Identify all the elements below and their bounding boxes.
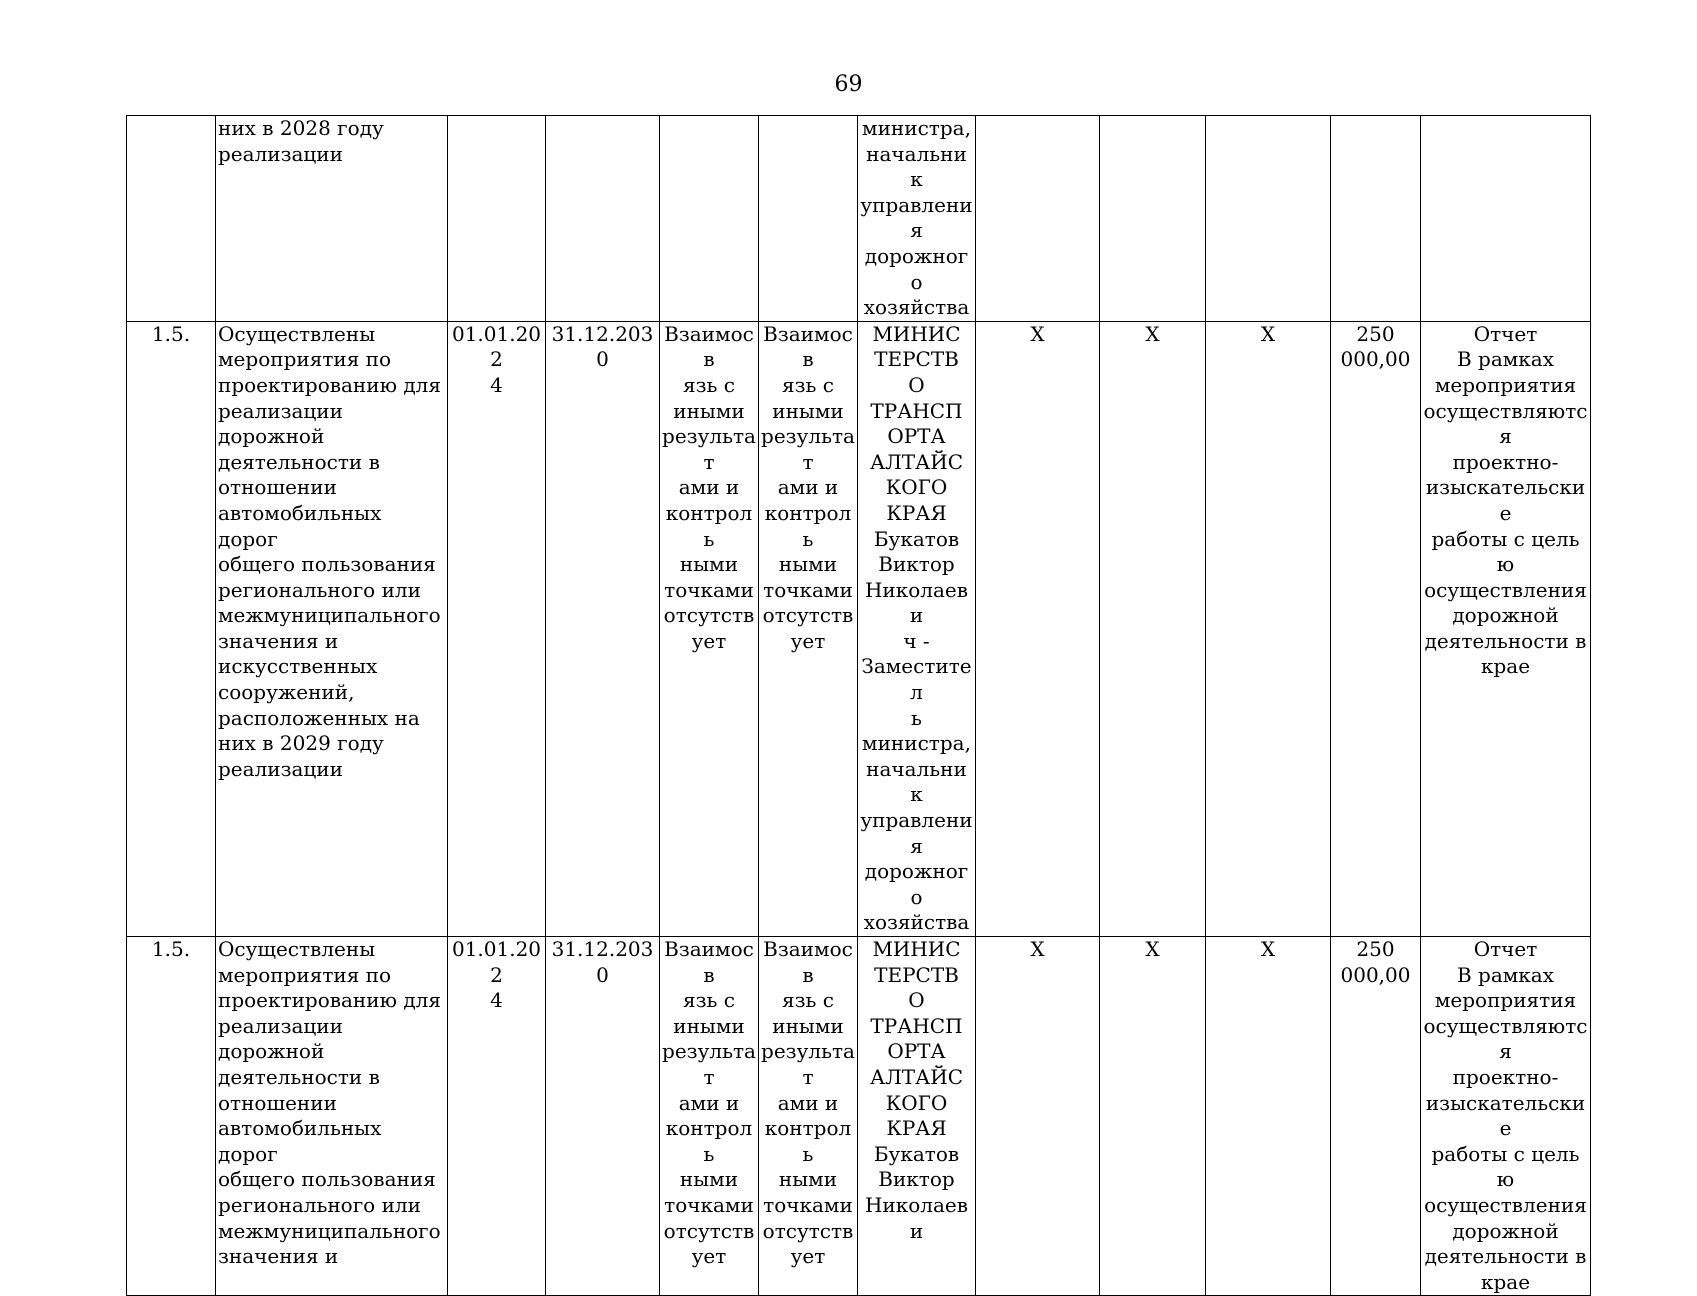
cell-col9: X (1100, 321, 1206, 936)
table-row (127, 116, 1591, 322)
cell-date-end (546, 116, 660, 322)
table-row (127, 321, 1591, 936)
cell-col8: X (976, 321, 1100, 936)
cell-link-next: Взаимосв язь с иными результат ами и контроль ными точками отсутств ует (759, 937, 858, 1296)
cell-date-start (448, 116, 546, 322)
cell-col8: X (976, 937, 1100, 1296)
cell-report: Отчет В рамках мероприятия осуществляются проектно- изыскательские работы с целью осуществления дорожной деятельности в крае (1421, 321, 1591, 936)
cell-number: 1.5. (127, 937, 216, 1296)
cell-amount: 250 000,00 (1331, 937, 1421, 1296)
cell-responsible: МИНИС ТЕРСТВ О ТРАНСП ОРТА АЛТАЙС КОГО КРАЯ Букатов Виктор Николаеви ч - Заместител ь министра, начальник управлени я дорожного хозяйства (858, 321, 976, 936)
cell-col10: X (1206, 937, 1331, 1296)
cell-col10: X (1206, 321, 1331, 936)
cell-link-next: Взаимосв язь с иными результат ами и контроль ными точками отсутств ует (759, 321, 858, 936)
cell-date-end: 31.12.2030 (546, 321, 660, 936)
cell-date-start: 01.01.202 4 (448, 937, 546, 1296)
cell-link-prev: Взаимосв язь с иными результат ами и контроль ными точками отсутств ует (660, 937, 759, 1296)
cell-amount: 250 000,00 (1331, 321, 1421, 936)
cell-description: Осуществлены мероприятия по проектированию для реализации дорожной деятельности в отношении автомобильных дорог общего пользования регионального или межмуниципального значения и искусственных сооружений, расположенных на них в 2029 году реализации (216, 321, 448, 936)
cell-description: них в 2028 году реализации (216, 116, 448, 322)
cell-report: Отчет В рамках мероприятия осуществляются проектно- изыскательские работы с целью осуществления дорожной деятельности в крае (1421, 937, 1591, 1296)
cell-date-start: 01.01.202 4 (448, 321, 546, 936)
page-number: 69 (834, 72, 863, 97)
cell-responsible: МИНИС ТЕРСТВ О ТРАНСП ОРТА АЛТАЙС КОГО КРАЯ Букатов Виктор Николаеви (858, 937, 976, 1296)
cell-link-next (759, 116, 858, 322)
cell-responsible: министра, начальник управлени я дорожного хозяйства (858, 116, 976, 322)
results-table (126, 115, 1591, 1296)
cell-number: 1.5. (127, 321, 216, 936)
cell-col8 (976, 116, 1100, 322)
table-row (127, 937, 1591, 1296)
cell-col9: X (1100, 937, 1206, 1296)
cell-col9 (1100, 116, 1206, 322)
cell-description: Осуществлены мероприятия по проектированию для реализации дорожной деятельности в отношении автомобильных дорог общего пользования регионального или межмуниципального значения и (216, 937, 448, 1296)
cell-link-prev: Взаимосв язь с иными результат ами и контроль ными точками отсутств ует (660, 321, 759, 936)
cell-col10 (1206, 116, 1331, 322)
cell-number (127, 116, 216, 322)
cell-amount (1331, 116, 1421, 322)
cell-date-end: 31.12.2030 (546, 937, 660, 1296)
cell-report (1421, 116, 1591, 322)
cell-link-prev (660, 116, 759, 322)
